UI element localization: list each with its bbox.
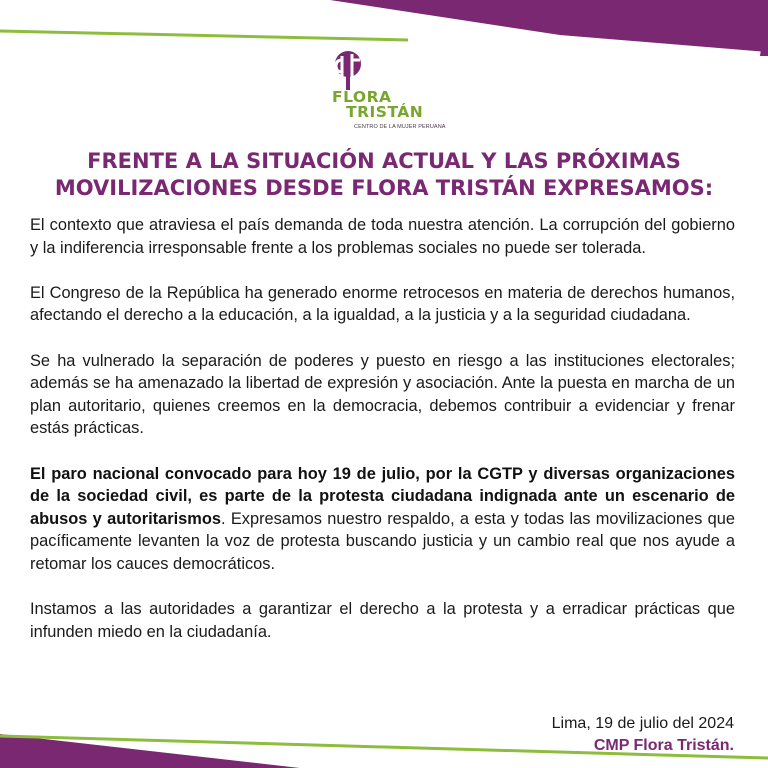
logo-wordmark <box>332 90 450 120</box>
strike-support-text: . Expresamos nuestro respaldo, a esta y todas las movilizaciones que pacíficamente levanten la voz de protesta buscando justicia y un cambio real que nos ayude a retomar los cauces democráticos. <box>30 509 735 573</box>
logo-name-line2: TRISTÁN <box>346 103 424 121</box>
paragraph-call-to-authorities: Instamos a las autoridades a garantizar el derecho a la protesta y a erradicar prácticas que infunden miedo en la ciudadanía. <box>30 600 735 641</box>
title-line-1: FRENTE A LA SITUACIÓN ACTUAL Y LAS PRÓXIMAS <box>87 149 681 173</box>
page-title <box>20 148 748 202</box>
title-line-2: MOVILIZACIONES DESDE FLORA TRISTÁN EXPRESAMOS: <box>54 176 714 200</box>
flora-tristan-logo <box>318 50 450 132</box>
paragraph-context: El contexto que atraviesa el país demanda de toda nuestra atención. La corrupción del gobierno y la indiferencia irresponsable frente a los problemas sociales no puede ser tolerada. <box>30 216 735 257</box>
bottom-decorative-band <box>0 728 768 768</box>
paragraph-separation-of-powers: Se ha vulnerado la separación de poderes y puesto en riesgo a las instituciones electorales; además se ha amenazado la libertad de expresión y asociación. Ante la puesta en marcha de un plan autoritario, quienes creemos en la democracia, debemos contribuir a evidenciar y frenar estás prácticas. <box>30 351 735 438</box>
signature-org: CMP Flora Tristán. <box>593 737 734 754</box>
strike-bold-text: El paro nacional convocado para hoy 19 de julio, por la CGTP y diversas organizaciones de la sociedad civil, es parte de la protesta ciudadana indignada ante un escenario de abusos y autoritarismos <box>30 464 735 528</box>
paragraph-congress: El Congreso de la República ha generado enorme retrocesos en materia de derechos humanos, afectando el derecho a la educación, a la igualdad, a la justicia y a la seguridad ciudadana. <box>30 283 735 325</box>
paragraph-national-strike <box>30 463 735 576</box>
logo-name-line1: FLORA <box>332 88 392 106</box>
logo-subtitle: CENTRO DE LA MUJER PERUANA <box>354 124 446 130</box>
place-date: Lima, 19 de julio del 2024 <box>551 715 734 732</box>
statement-body <box>30 214 735 666</box>
logo-emblem-icon <box>330 50 366 92</box>
